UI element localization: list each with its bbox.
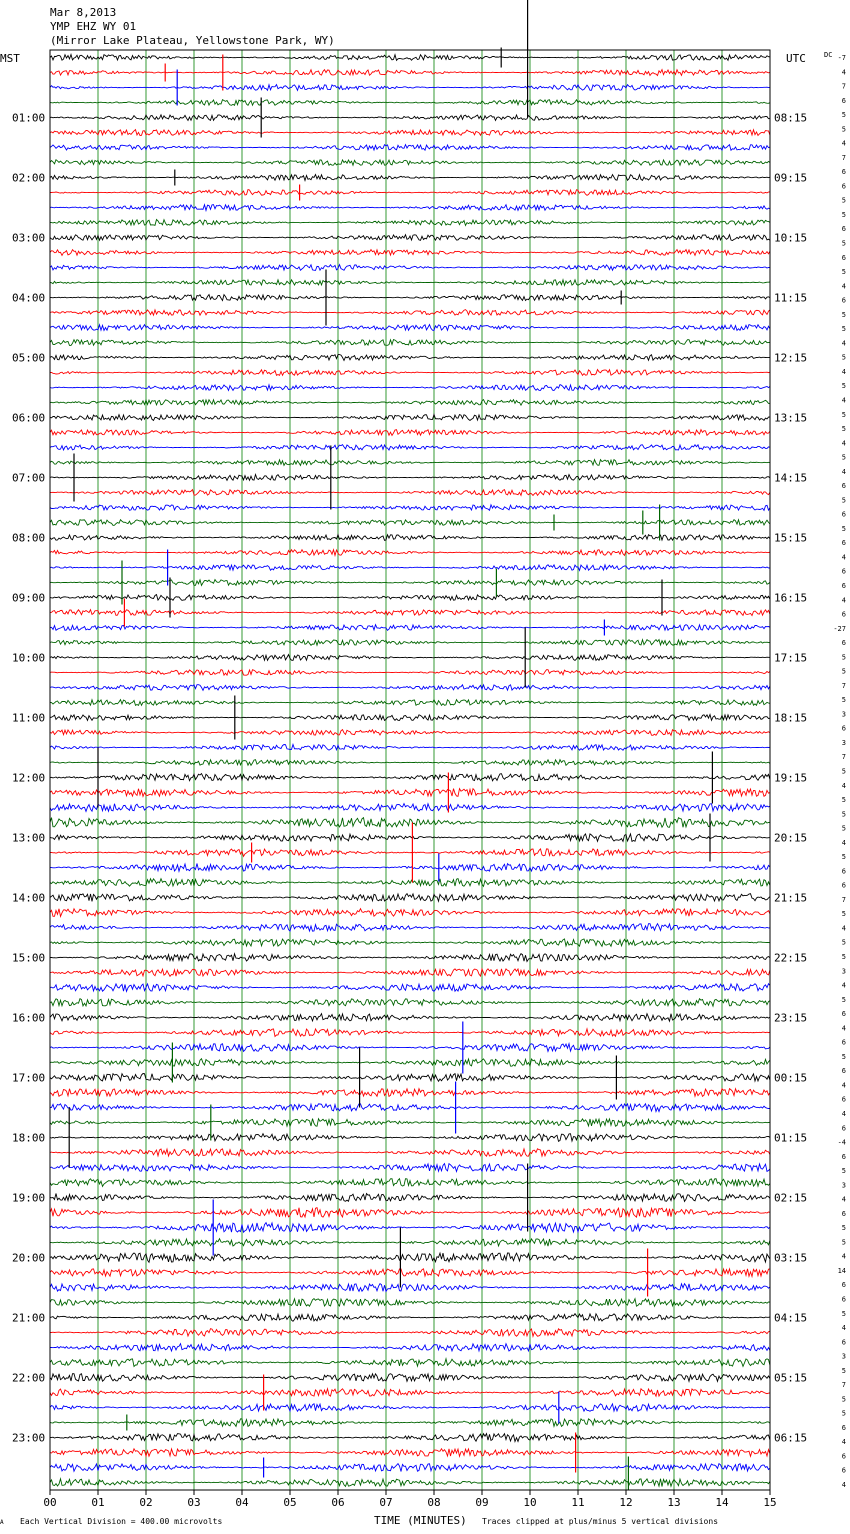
dc-offset: 4 bbox=[841, 1195, 846, 1204]
dc-offset: 5 bbox=[841, 1395, 846, 1404]
trace-55 bbox=[50, 879, 770, 887]
trace-89 bbox=[50, 1389, 770, 1397]
hour-label-utc: 15:15 bbox=[774, 531, 808, 545]
trace-71 bbox=[50, 1119, 770, 1127]
trace-1 bbox=[50, 70, 770, 76]
dc-offset: 6 bbox=[841, 225, 846, 234]
hour-label-mst: 07:00 bbox=[12, 471, 46, 485]
hour-label-utc: 21:15 bbox=[774, 891, 808, 905]
hour-label-mst: 17:00 bbox=[12, 1071, 46, 1085]
dc-offset: 6 bbox=[841, 539, 846, 548]
trace-54 bbox=[50, 864, 770, 872]
minute-gridlines bbox=[98, 50, 722, 1490]
x-tick-label: 00 bbox=[43, 1496, 57, 1509]
trace-84 bbox=[50, 1314, 770, 1322]
dc-offset: 5 bbox=[841, 325, 846, 334]
trace-80 bbox=[50, 1253, 770, 1262]
hour-label-mst: 09:00 bbox=[12, 591, 46, 605]
x-tick-label: 12 bbox=[619, 1496, 633, 1509]
dc-offset: 6 bbox=[841, 253, 846, 262]
dc-offset: 7 bbox=[841, 895, 846, 904]
trace-23 bbox=[50, 400, 770, 406]
dc-offset: 3 bbox=[841, 1181, 846, 1190]
dc-offset: 4 bbox=[841, 282, 846, 291]
trace-66 bbox=[50, 1044, 770, 1052]
hour-label-utc: 22:15 bbox=[774, 951, 808, 965]
dc-offset: 5 bbox=[841, 810, 846, 819]
trace-18 bbox=[50, 325, 770, 331]
dc-offset: 4 bbox=[841, 439, 846, 448]
hour-label-mst: 13:00 bbox=[12, 831, 46, 845]
hour-label-mst: 01:00 bbox=[12, 111, 46, 125]
dc-offset: 4 bbox=[841, 981, 846, 990]
trace-47 bbox=[50, 760, 770, 766]
trace-27 bbox=[50, 460, 770, 466]
hour-label-mst: 21:00 bbox=[12, 1311, 46, 1325]
trace-95 bbox=[50, 1479, 770, 1487]
trace-88 bbox=[50, 1374, 770, 1382]
dc-offset: 6 bbox=[841, 1295, 846, 1304]
trace-77 bbox=[50, 1208, 770, 1218]
dc-offset: 5 bbox=[841, 910, 846, 919]
trace-14 bbox=[50, 265, 770, 271]
dc-offset: 5 bbox=[841, 196, 846, 205]
dc-offset: 6 bbox=[841, 724, 846, 733]
dc-offset: 5 bbox=[841, 239, 846, 248]
trace-49 bbox=[50, 789, 770, 797]
dc-offset: 6 bbox=[841, 96, 846, 105]
dc-offset: 4 bbox=[841, 924, 846, 933]
dc-offset: 5 bbox=[841, 824, 846, 833]
trace-51 bbox=[50, 818, 770, 828]
trace-43 bbox=[50, 700, 770, 706]
trace-10 bbox=[50, 205, 770, 211]
dc-offset: -4 bbox=[837, 1138, 846, 1147]
hour-label-utc: 00:15 bbox=[774, 1071, 808, 1085]
dc-offset: 4 bbox=[841, 1081, 846, 1090]
trace-40 bbox=[50, 655, 770, 661]
x-tick-label: 08 bbox=[427, 1496, 441, 1509]
hour-label-utc: 19:15 bbox=[774, 771, 808, 785]
hour-label-utc: 14:15 bbox=[774, 471, 808, 485]
trace-60 bbox=[50, 954, 770, 962]
hour-label-utc: 20:15 bbox=[774, 831, 808, 845]
x-tick-label: 06 bbox=[331, 1496, 345, 1509]
left-axis-title: MST bbox=[0, 52, 20, 65]
trace-91 bbox=[50, 1419, 770, 1427]
trace-52 bbox=[50, 834, 770, 842]
dc-offset: 5 bbox=[841, 1238, 846, 1247]
dc-offset: 7 bbox=[841, 1381, 846, 1390]
seismogram-traces bbox=[50, 0, 770, 1490]
dc-offset: 4 bbox=[841, 1252, 846, 1261]
dc-offset: -27 bbox=[833, 624, 846, 633]
right-axis-title: UTC bbox=[786, 52, 806, 65]
x-tick-label: 02 bbox=[139, 1496, 153, 1509]
trace-13 bbox=[50, 250, 770, 256]
dc-offset: 4 bbox=[841, 139, 846, 148]
trace-76 bbox=[50, 1194, 770, 1202]
dc-offset: 6 bbox=[841, 1124, 846, 1133]
dc-offset: 5 bbox=[841, 310, 846, 319]
trace-32 bbox=[50, 535, 770, 541]
x-tick-label: 10 bbox=[523, 1496, 537, 1509]
trace-31 bbox=[50, 520, 770, 526]
dc-offset: 5 bbox=[841, 524, 846, 533]
trace-94 bbox=[50, 1464, 770, 1472]
hour-label-mst: 22:00 bbox=[12, 1371, 46, 1385]
hour-label-mst: 18:00 bbox=[12, 1131, 46, 1145]
hour-label-mst: 15:00 bbox=[12, 951, 46, 965]
hour-label-utc: 18:15 bbox=[774, 711, 808, 725]
dc-offset: 4 bbox=[841, 396, 846, 405]
hour-label-mst: 23:00 bbox=[12, 1431, 46, 1445]
trace-86 bbox=[50, 1344, 770, 1351]
dc-offset: 6 bbox=[841, 567, 846, 576]
dc-offset: 5 bbox=[841, 953, 846, 962]
trace-64 bbox=[50, 1014, 770, 1022]
hour-label-mst: 16:00 bbox=[12, 1011, 46, 1025]
hour-label-mst: 06:00 bbox=[12, 411, 46, 425]
dc-offset: 6 bbox=[841, 581, 846, 590]
dc-offset: 5 bbox=[841, 268, 846, 277]
footer-clip-note: Traces clipped at plus/minus 5 vertical divisions bbox=[482, 1517, 719, 1526]
dc-offset: 6 bbox=[841, 1209, 846, 1218]
hour-label-mst: 19:00 bbox=[12, 1191, 46, 1205]
hour-label-utc: 16:15 bbox=[774, 591, 808, 605]
trace-22 bbox=[50, 385, 770, 391]
dc-offset: 6 bbox=[841, 1067, 846, 1076]
dc-offset: 5 bbox=[841, 111, 846, 120]
dc-offset: 5 bbox=[841, 496, 846, 505]
dc-offset: 6 bbox=[841, 881, 846, 890]
dc-offset: 3 bbox=[841, 1352, 846, 1361]
dc-label: DC bbox=[824, 51, 833, 59]
hour-label-mst: 02:00 bbox=[12, 171, 46, 185]
x-axis-title: TIME (MINUTES) bbox=[374, 1514, 467, 1527]
trace-9 bbox=[50, 190, 770, 196]
hour-label-utc: 01:15 bbox=[774, 1131, 808, 1145]
x-tick-label: 03 bbox=[187, 1496, 201, 1509]
dc-offset: 6 bbox=[841, 182, 846, 191]
x-tick-label: 09 bbox=[475, 1496, 489, 1509]
trace-79 bbox=[50, 1239, 770, 1246]
dc-offset: 5 bbox=[841, 767, 846, 776]
dc-offset: 5 bbox=[841, 1366, 846, 1375]
hour-label-utc: 13:15 bbox=[774, 411, 808, 425]
hour-label-utc: 08:15 bbox=[774, 111, 808, 125]
x-tick-label: 15 bbox=[763, 1496, 777, 1509]
x-tick-label: 07 bbox=[379, 1496, 393, 1509]
trace-87 bbox=[50, 1359, 770, 1367]
dc-offset: 6 bbox=[841, 1281, 846, 1290]
dc-offset: 4 bbox=[841, 553, 846, 562]
trace-82 bbox=[50, 1284, 770, 1292]
dc-offset: 6 bbox=[841, 1152, 846, 1161]
trace-46 bbox=[50, 745, 770, 751]
trace-63 bbox=[50, 999, 770, 1007]
trace-16 bbox=[50, 295, 770, 301]
dc-offset: 6 bbox=[841, 610, 846, 619]
dc-offset: 5 bbox=[841, 210, 846, 219]
trace-41 bbox=[50, 670, 770, 676]
hour-label-utc: 11:15 bbox=[774, 291, 808, 305]
trace-70 bbox=[50, 1104, 770, 1112]
trace-72 bbox=[50, 1134, 770, 1142]
footer-scale: Each Vertical Division = 400.00 microvolts bbox=[20, 1517, 223, 1526]
dc-offset: 5 bbox=[841, 938, 846, 947]
dc-offset-labels bbox=[824, 51, 846, 1489]
header-date: Mar 8,2013 bbox=[50, 6, 117, 19]
hour-label-utc: 23:15 bbox=[774, 1011, 808, 1025]
trace-29 bbox=[50, 490, 770, 496]
trace-17 bbox=[50, 310, 770, 316]
trace-7 bbox=[50, 160, 770, 166]
trace-57 bbox=[50, 909, 770, 917]
hour-label-mst: 20:00 bbox=[12, 1251, 46, 1265]
dc-offset: 6 bbox=[841, 867, 846, 876]
trace-6 bbox=[50, 145, 770, 151]
trace-44 bbox=[50, 715, 770, 721]
dc-offset: 6 bbox=[841, 1010, 846, 1019]
dc-offset: 5 bbox=[841, 995, 846, 1004]
hour-label-utc: 05:15 bbox=[774, 1371, 808, 1385]
x-tick-label: 04 bbox=[235, 1496, 249, 1509]
trace-85 bbox=[50, 1329, 770, 1337]
dc-offset: 5 bbox=[841, 382, 846, 391]
dc-offset: 5 bbox=[841, 1309, 846, 1318]
trace-33 bbox=[50, 550, 770, 556]
x-tick-label: 05 bbox=[283, 1496, 297, 1509]
dc-offset: 5 bbox=[841, 1409, 846, 1418]
dc-offset: 5 bbox=[841, 425, 846, 434]
trace-26 bbox=[50, 445, 770, 451]
hour-label-utc: 04:15 bbox=[774, 1311, 808, 1325]
x-tick-label: 13 bbox=[667, 1496, 681, 1509]
trace-19 bbox=[50, 340, 770, 346]
dc-offset: 6 bbox=[841, 296, 846, 305]
dc-offset: 4 bbox=[841, 838, 846, 847]
trace-65 bbox=[50, 1029, 770, 1037]
trace-12 bbox=[50, 235, 770, 241]
hour-label-utc: 02:15 bbox=[774, 1191, 808, 1205]
trace-69 bbox=[50, 1089, 770, 1097]
hour-label-mst: 11:00 bbox=[12, 711, 46, 725]
hour-label-mst: 08:00 bbox=[12, 531, 46, 545]
trace-61 bbox=[50, 969, 770, 977]
dc-offset: 4 bbox=[841, 596, 846, 605]
trace-74 bbox=[50, 1164, 770, 1172]
trace-28 bbox=[50, 475, 770, 481]
dc-offset: 3 bbox=[841, 738, 846, 747]
dc-offset: 6 bbox=[841, 1038, 846, 1047]
trace-48 bbox=[50, 774, 770, 781]
hour-label-mst: 14:00 bbox=[12, 891, 46, 905]
trace-34 bbox=[50, 565, 770, 571]
dc-offset: 4 bbox=[841, 467, 846, 476]
header bbox=[50, 6, 335, 47]
x-tick-label: 14 bbox=[715, 1496, 729, 1509]
header-station: YMP EHZ WY 01 bbox=[50, 20, 137, 33]
dc-offset: 5 bbox=[841, 125, 846, 134]
dc-offset: 4 bbox=[841, 339, 846, 348]
x-tick-label: 01 bbox=[91, 1496, 105, 1509]
dc-offset: 4 bbox=[841, 781, 846, 790]
dc-offset: 6 bbox=[841, 1423, 846, 1432]
trace-0 bbox=[50, 55, 770, 61]
trace-75 bbox=[50, 1179, 770, 1187]
hour-label-utc: 09:15 bbox=[774, 171, 808, 185]
hour-label-mst: 12:00 bbox=[12, 771, 46, 785]
dc-offset: 4 bbox=[841, 1324, 846, 1333]
trace-39 bbox=[50, 640, 770, 646]
dc-offset: 5 bbox=[841, 696, 846, 705]
dc-offset: 14 bbox=[837, 1266, 846, 1275]
x-axis-ticks bbox=[43, 1490, 776, 1509]
trace-78 bbox=[50, 1223, 770, 1233]
dc-offset: 6 bbox=[841, 1466, 846, 1475]
dc-offset: 4 bbox=[841, 68, 846, 77]
dc-offset: -7 bbox=[837, 54, 846, 62]
dc-offset: 6 bbox=[841, 1452, 846, 1461]
x-tick-label: 11 bbox=[571, 1496, 585, 1509]
dc-offset: 6 bbox=[841, 168, 846, 177]
dc-offset: 5 bbox=[841, 653, 846, 662]
hour-label-utc: 12:15 bbox=[774, 351, 808, 365]
hour-label-utc: 06:15 bbox=[774, 1431, 808, 1445]
trace-67 bbox=[50, 1059, 770, 1067]
dc-offset: 4 bbox=[841, 1438, 846, 1447]
trace-2 bbox=[50, 85, 770, 91]
header-location: (Mirror Lake Plateau, Yellowstone Park, WY) bbox=[50, 34, 335, 47]
dc-offset: 5 bbox=[841, 1224, 846, 1233]
trace-53 bbox=[50, 849, 770, 857]
hour-label-mst: 05:00 bbox=[12, 351, 46, 365]
trace-93 bbox=[50, 1449, 770, 1457]
dc-offset: 3 bbox=[841, 967, 846, 976]
trace-92 bbox=[50, 1434, 770, 1442]
dc-offset: 3 bbox=[841, 710, 846, 719]
hour-label-utc: 17:15 bbox=[774, 651, 808, 665]
trace-25 bbox=[50, 430, 770, 436]
trace-15 bbox=[50, 280, 770, 286]
dc-offset: 4 bbox=[841, 1024, 846, 1033]
dc-offset: 7 bbox=[841, 82, 846, 91]
footer bbox=[0, 1514, 718, 1527]
trace-81 bbox=[50, 1269, 770, 1277]
trace-50 bbox=[50, 804, 770, 812]
dc-offset: 5 bbox=[841, 796, 846, 805]
trace-4 bbox=[50, 115, 770, 121]
dc-offset: 5 bbox=[841, 1052, 846, 1061]
trace-59 bbox=[50, 939, 770, 946]
trace-58 bbox=[50, 924, 770, 931]
trace-62 bbox=[50, 984, 770, 992]
dc-offset: 5 bbox=[841, 853, 846, 862]
trace-3 bbox=[50, 100, 770, 106]
dc-offset: 7 bbox=[841, 681, 846, 690]
hour-label-utc: 03:15 bbox=[774, 1251, 808, 1265]
hour-label-mst: 04:00 bbox=[12, 291, 46, 305]
dc-offset: 6 bbox=[841, 1338, 846, 1347]
hour-label-utc: 10:15 bbox=[774, 231, 808, 245]
hour-label-mst: 03:00 bbox=[12, 231, 46, 245]
trace-30 bbox=[50, 505, 770, 511]
trace-83 bbox=[50, 1299, 770, 1307]
dc-offset: 6 bbox=[841, 639, 846, 648]
trace-8 bbox=[50, 175, 770, 181]
footer-mark: A bbox=[0, 1519, 4, 1526]
dc-offset: 6 bbox=[841, 510, 846, 519]
dc-offset: 7 bbox=[841, 153, 846, 162]
dc-offset: 4 bbox=[841, 1481, 846, 1489]
trace-73 bbox=[50, 1149, 770, 1157]
trace-21 bbox=[50, 370, 770, 376]
trace-68 bbox=[50, 1074, 770, 1082]
dc-offset: 5 bbox=[841, 353, 846, 362]
dc-offset: 6 bbox=[841, 1095, 846, 1104]
trace-42 bbox=[50, 685, 770, 691]
dc-offset: 6 bbox=[841, 482, 846, 491]
hour-label-mst: 10:00 bbox=[12, 651, 46, 665]
trace-38 bbox=[50, 625, 770, 631]
dc-offset: 5 bbox=[841, 1167, 846, 1176]
trace-20 bbox=[50, 355, 770, 361]
trace-5 bbox=[50, 130, 770, 136]
dc-offset: 4 bbox=[841, 367, 846, 376]
trace-56 bbox=[50, 894, 770, 902]
trace-11 bbox=[50, 220, 770, 226]
trace-45 bbox=[50, 730, 770, 736]
trace-90 bbox=[50, 1404, 770, 1412]
dc-offset: 5 bbox=[841, 453, 846, 462]
dc-offset: 5 bbox=[841, 410, 846, 419]
dc-offset: 7 bbox=[841, 753, 846, 762]
trace-24 bbox=[50, 415, 770, 421]
dc-offset: 5 bbox=[841, 667, 846, 676]
dc-offset: 4 bbox=[841, 1109, 846, 1118]
